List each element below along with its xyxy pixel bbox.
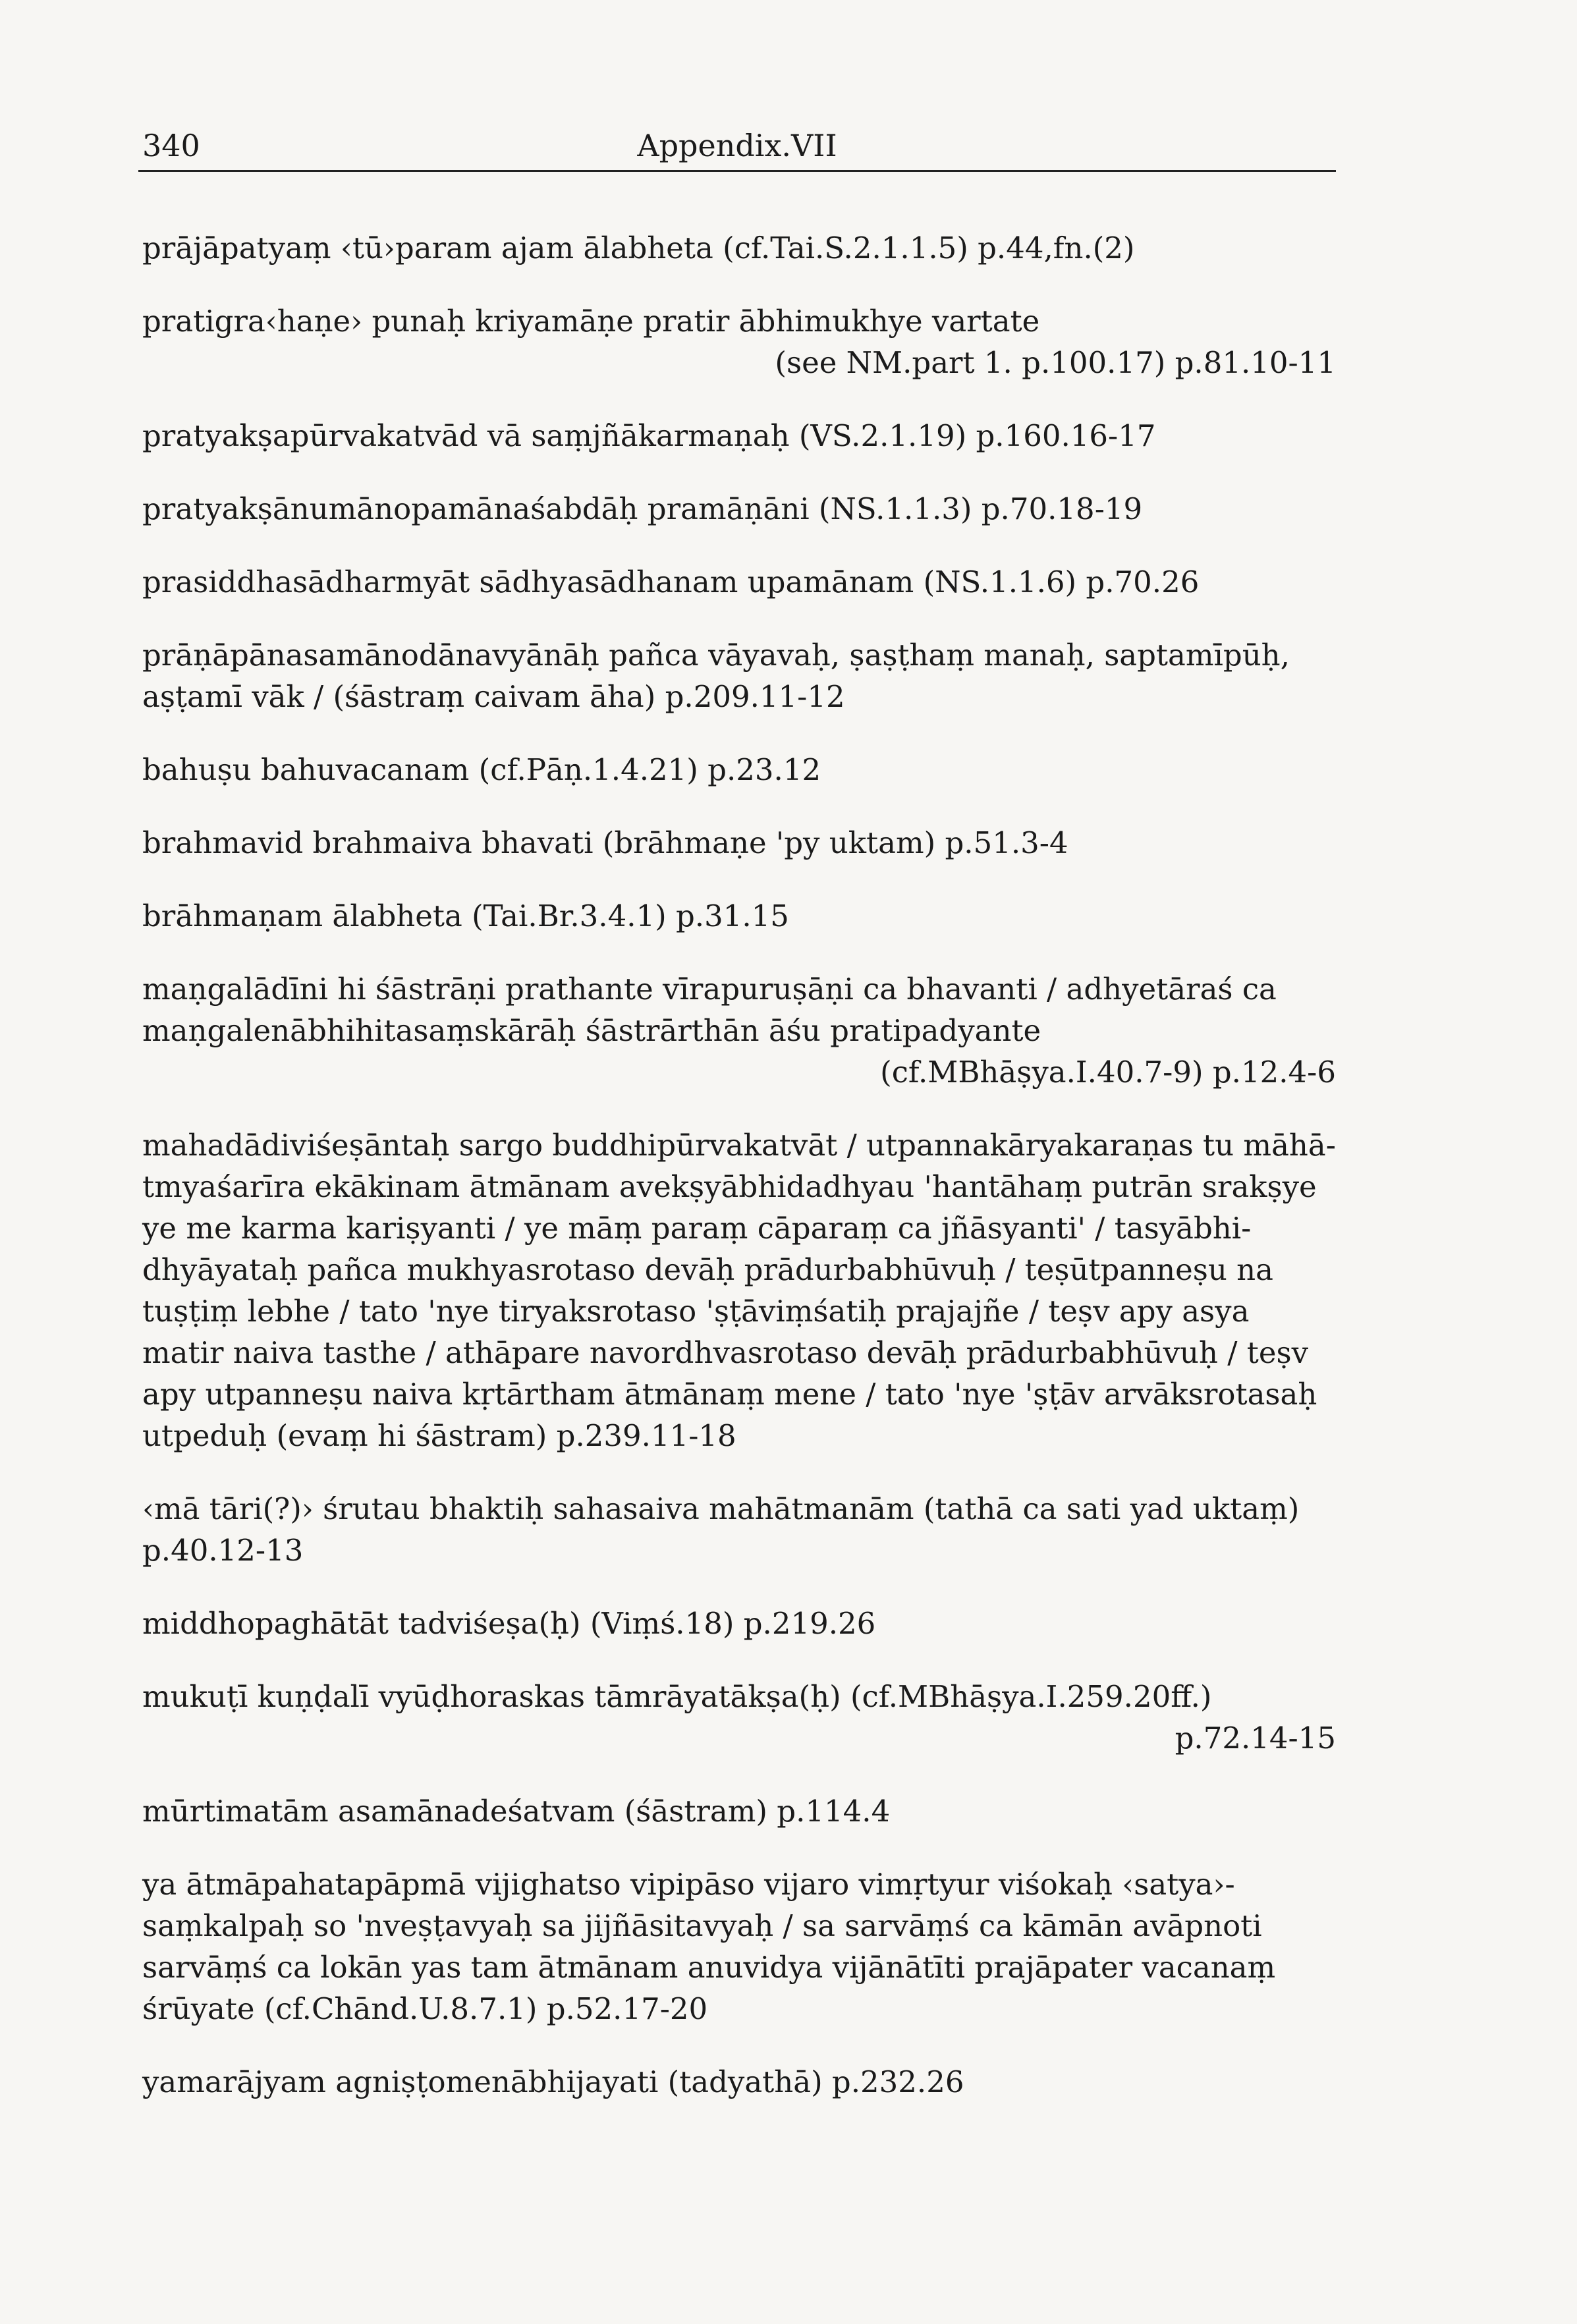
entry-line: ‹mā tāri(?)› śrutau bhaktiḥ sahasaiva mahātmanām (tathā ca sati yad uktaṃ) [142, 1491, 1300, 1526]
entry-line: yamarājyam agniṣṭomenābhijayati (tadyathā) p.232.26 [142, 2064, 964, 2099]
entry-line: sarvāṃś ca lokān yas tam ātmānam anuvidya vijānātīti prajāpater vacanaṃ [142, 1950, 1276, 1985]
index-entry [142, 1864, 1336, 2030]
entry-line: brahmavid brahmaiva bhavati (brāhmaṇe 'py uktam) p.51.3-4 [142, 825, 1068, 860]
entry-line: mahadādiviśeṣāntaḥ sargo buddhipūrvakatvāt / utpannakāryakaraṇas tu māhā- [142, 1128, 1336, 1163]
index-entry [142, 300, 1336, 383]
entry-line: prasiddhasādharmyāt sādhyasādhanam upamānam (NS.1.1.6) p.70.26 [142, 565, 1200, 599]
entry-line: aṣṭamī vāk / (śāstraṃ caivam āha) p.209.11-12 [142, 679, 845, 714]
entry-reference-line: p.72.14-15 [1175, 1721, 1336, 1756]
entry-line: tuṣṭiṃ lebhe / tato 'nye tiryaksrotaso 'ṣṭāviṃśatiḥ prajajñe / teṣv apy asya [142, 1294, 1250, 1329]
index-entry [142, 1603, 1336, 1644]
entry-line: prājāpatyaṃ ‹tū›param ajam ālabheta (cf.Tai.S.2.1.1.5) p.44,fn.(2) [142, 231, 1135, 265]
entry-line: ye me karma kariṣyanti / ye māṃ paraṃ cāparaṃ ca jñāsyanti' / tasyābhi- [142, 1211, 1252, 1246]
entry-line: middhopaghātāt tadviśeṣa(ḥ) (Viṃś.18) p.219.26 [142, 1606, 876, 1641]
page-number: 340 [142, 128, 200, 163]
index-entry [142, 822, 1336, 864]
entry-reference-line: (cf.MBhāṣya.I.40.7-9) p.12.4-6 [880, 1055, 1336, 1090]
entry-line: mūrtimatām asamānadeśatvam (śāstram) p.114.4 [142, 1794, 891, 1829]
index-entry [142, 561, 1336, 603]
index-entries [142, 227, 1336, 2134]
entry-line: saṃkalpaḥ so 'nveṣṭavyaḥ sa jijñāsitavyaḥ / sa sarvāṃś ca kāmān avāpnoti [142, 1908, 1262, 1943]
entry-line: matir naiva tasthe / athāpare navordhvasrotaso devāḥ prādurbabhūvuḥ / teṣv [142, 1335, 1309, 1370]
entry-reference-line: (see NM.part 1. p.100.17) p.81.10-11 [775, 345, 1336, 380]
entry-line: bahuṣu bahuvacanam (cf.Pāṇ.1.4.21) p.23.12 [142, 752, 821, 787]
entry-line: śrūyate (cf.Chānd.U.8.7.1) p.52.17-20 [142, 1991, 708, 2026]
index-entry [142, 1790, 1336, 1832]
entry-line: prāṇāpānasamānodānavyānāḥ pañca vāyavaḥ, ṣaṣṭhaṃ manaḥ, saptamīpūḥ, [142, 638, 1290, 673]
index-entry [142, 1676, 1336, 1759]
page-header [138, 124, 1336, 172]
index-entry [142, 895, 1336, 937]
entry-line: pratigra‹haṇe› punaḥ kriyamāṇe pratir ābhimukhye vartate [142, 304, 1040, 339]
index-entry [142, 1124, 1336, 1456]
entry-line: maṇgalādīni hi śāstrāṇi prathante vīrapuruṣāṇi ca bhavanti / adhyetāraś ca [142, 972, 1277, 1007]
entry-line: ya ātmāpahatapāpmā vijighatso vipipāso vijaro vimṛtyur viśokaḥ ‹satya›- [142, 1867, 1235, 1902]
entry-line: pratyakṣānumānopamānaśabdāḥ pramāṇāni (NS.1.1.3) p.70.18-19 [142, 491, 1143, 526]
entry-line: utpeduḥ (evaṃ hi śāstram) p.239.11-18 [142, 1418, 736, 1453]
entry-line: mukuṭī kuṇḍalī vyūḍhoraskas tāmrāyatākṣa(ḥ) (cf.MBhāṣya.I.259.20ff.) [142, 1679, 1212, 1714]
entry-line: maṇgalenābhihitasaṃskārāḥ śāstrārthān āśu pratipadyante [142, 1013, 1041, 1048]
entry-line: pratyakṣapūrvakatvād vā saṃjñākarmaṇaḥ (VS.2.1.19) p.160.16-17 [142, 418, 1156, 453]
running-title: Appendix.VII [637, 128, 837, 163]
index-entry [142, 415, 1336, 456]
index-entry [142, 634, 1336, 717]
entry-line: p.40.12-13 [142, 1533, 304, 1568]
index-entry [142, 749, 1336, 790]
entry-line: brāhmaṇam ālabheta (Tai.Br.3.4.1) p.31.15 [142, 899, 789, 933]
entry-line: dhyāyataḥ pañca mukhyasrotaso devāḥ prādurbabhūvuḥ / teṣūtpanneṣu na [142, 1252, 1273, 1287]
entry-line: apy utpanneṣu naiva kṛtārtham ātmānaṃ mene / tato 'nye 'ṣṭāv arvāksrotasaḥ [142, 1377, 1317, 1412]
index-entry [142, 488, 1336, 530]
index-entry [142, 968, 1336, 1093]
index-entry [142, 227, 1336, 269]
index-entry [142, 2061, 1336, 2103]
entry-line: tmyaśarīra ekākinam ātmānam avekṣyābhidadhyau 'hantāhaṃ putrān srakṣye [142, 1169, 1317, 1204]
index-entry [142, 1488, 1336, 1571]
